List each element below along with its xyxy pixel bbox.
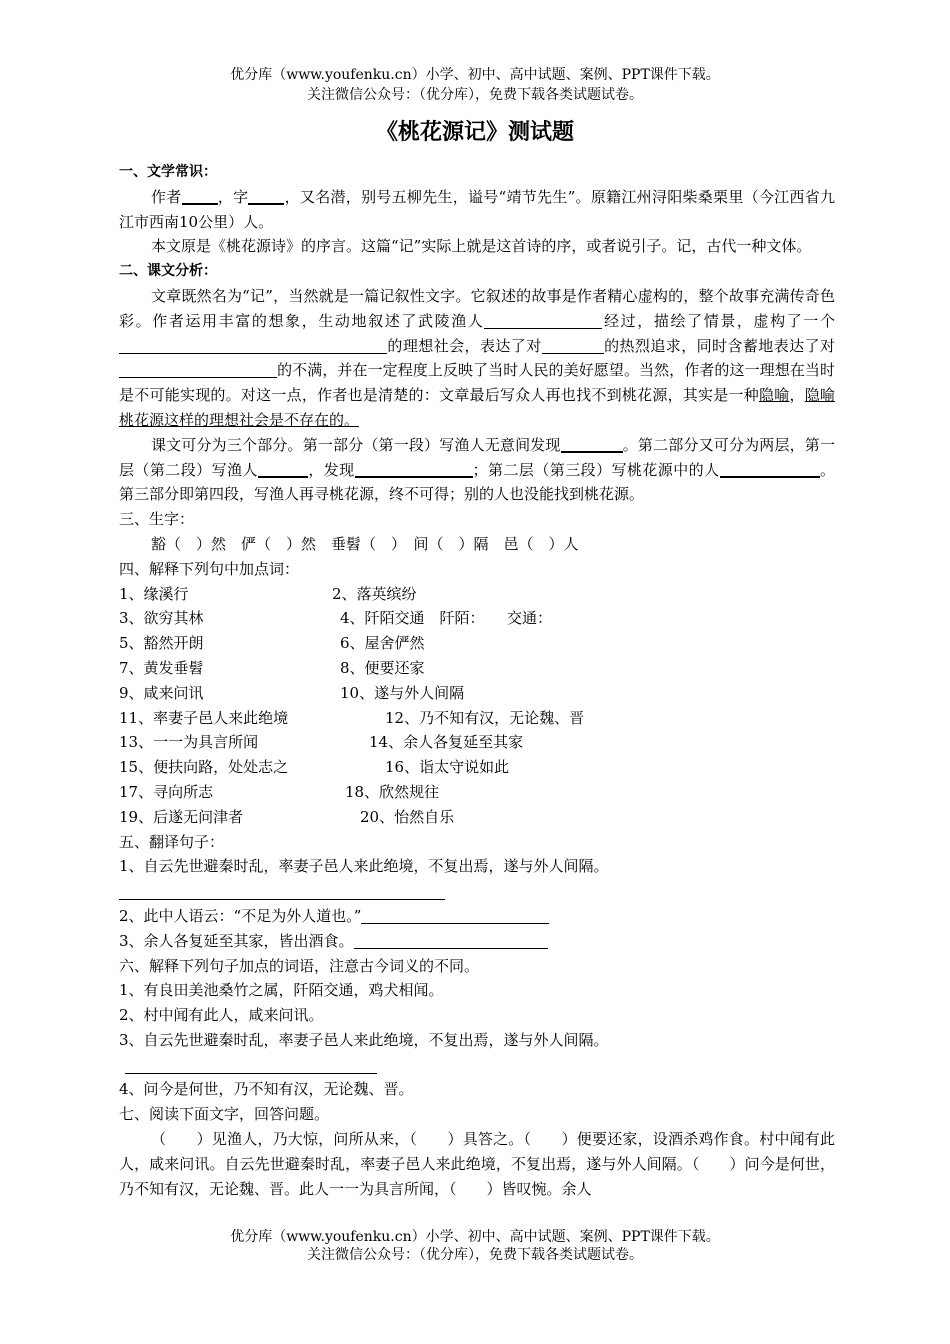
vocab-item: 16、诣太守说如此 — [385, 758, 510, 777]
vocab-row — [119, 706, 835, 731]
blank — [258, 460, 308, 478]
text: 2、此中人语云：“不足为外人道也。” — [119, 906, 362, 925]
text: ；第二层（第三段）写桃花源中的人 — [472, 460, 720, 479]
translate-q2 — [119, 904, 835, 929]
vocab-list — [119, 582, 835, 830]
blank — [119, 361, 277, 378]
reading-passage: （ ）见渔人，乃大惊，问所从来，（ ）具答之。（ ）便要还家，设酒杀鸡作食。村中闻有此人，咸来问讯。自云先世避秦时乱，率妻子邑人来此绝境，不复出焉，遂与外人间隔。（ ）问今是何世，乃不知有汉，无论魏、晋。此人一一为具言所闻，（ ）皆叹惋。余人 — [119, 1130, 835, 1198]
vocab-item: 14、余人各复延至其家 — [369, 733, 524, 752]
section-3-line: 豁（ ）然 俨（ ）然 垂髫（ ） 间（ ）隔 邑（ ）人 — [151, 534, 579, 553]
footer-line-2: 关注微信公众号：（优分库），免费下载各类试题试卷。 — [307, 1247, 643, 1263]
meaning-q2: 2、村中闻有此人，咸来问讯。 — [119, 1006, 324, 1025]
text: 3、余人各复延至其家，皆出酒食。 — [119, 931, 354, 950]
header-line-2: 关注微信公众号：（优分库），免费下载各类试题试卷。 — [307, 87, 643, 103]
section-1-paragraph-1 — [119, 185, 835, 235]
section-1-heading: 一、文学常识： — [119, 164, 217, 180]
text: 文章既然名为“记”，当然就是一篇记叙性文字。它叙述的故事是作者精心虚构的，整个故事充满传奇色彩。作者运用丰富的想象，生动地叙述了武陵渔人 — [119, 286, 835, 330]
section-3-heading: 三、生字： — [119, 510, 195, 529]
answer-line — [354, 932, 548, 949]
blank — [355, 460, 473, 478]
underlined-answer: 隐喻桃花源这样的理想社会是不存在的。 — [119, 386, 835, 429]
vocab-item: 2、落英缤纷 — [332, 584, 417, 603]
blank — [119, 337, 387, 354]
vocab-item: 17、寻向所志 — [119, 782, 214, 801]
vocab-item: 1、缘溪行 — [119, 584, 189, 603]
vocab-item: 8、便要还家 — [340, 658, 425, 677]
vocab-item: 11、率妻子邑人来此绝境 — [119, 708, 289, 727]
section-2-heading: 二、课文分析： — [119, 263, 217, 280]
vocab-row — [119, 606, 835, 631]
meaning-q4: 4、问今是何世，乃不知有汉，无论魏、晋。 — [119, 1080, 414, 1099]
text: 经过，描绘了情景，虚构了一个 — [602, 311, 835, 330]
blank — [484, 312, 602, 329]
vocab-row — [119, 582, 835, 607]
vocab-row — [119, 631, 835, 656]
vocab-row — [119, 681, 835, 706]
text: 作者 — [151, 187, 182, 206]
section-4-heading: 四、解释下列句中加点词： — [119, 559, 300, 578]
text: 课文可分为三个部分。第一部分（第一段）写渔人无意间发现 — [151, 435, 561, 454]
answer-line — [361, 907, 549, 924]
section-6-heading: 六、解释下列句子加点的词语，注意古今词义的不同。 — [119, 956, 480, 975]
text: ，发现 — [307, 460, 355, 479]
vocab-item: 20、怡然自乐 — [360, 807, 455, 826]
vocab-item: 19、后遂无问津者 — [119, 807, 244, 826]
answer-line-row — [119, 1053, 835, 1078]
text: 。第三部分即第四段，写渔人再寻桃花源，终不可得；别的人也没能找到桃花源。 — [119, 460, 835, 504]
text: ，又名潜，别号五柳先生，谥号“靖节先生”。原籍江州浔阳柴桑栗里（今江西省九江市西南10公里）人。 — [119, 187, 835, 231]
vocab-row — [119, 656, 835, 681]
vocab-item: 7、黄发垂髫 — [119, 658, 204, 677]
vocab-row — [119, 730, 835, 755]
page-title: 《桃花源记》测试题 — [375, 120, 574, 145]
vocab-item: 4、阡陌交通 阡陌： 交通： — [340, 609, 553, 628]
meaning-q3: 3、自云先世避秦时乱，率妻子邑人来此绝境，不复出焉，遂与外人间隔。 — [119, 1030, 609, 1049]
translate-q1: 1、自云先世避秦时乱，率妻子邑人来此绝境，不复出焉，遂与外人间隔。 — [119, 857, 609, 876]
vocab-item: 5、豁然开朗 — [119, 634, 204, 653]
section-7-heading: 七、阅读下面文字，回答问题。 — [119, 1105, 330, 1124]
underlined-answer: 隐喻 — [759, 386, 790, 405]
meaning-q1: 1、有良田美池桑竹之属，阡陌交通，鸡犬相闻。 — [119, 981, 444, 1000]
vocab-row — [119, 755, 835, 780]
header-line-1: 优分库（www.youfenku.cn）小学、初中、高中试题、案例、PPT课件下载。 — [230, 67, 720, 83]
translate-q3 — [119, 929, 835, 954]
section-5-heading: 五、翻译句子： — [119, 832, 225, 851]
blank — [561, 435, 623, 453]
section-1-paragraph-2: 本文原是《桃花源诗》的序言。这篇“记”实际上就是这首诗的序，或者说引子。记，古代一种文体。 — [151, 237, 812, 256]
text: 的热烈追求，同时含蓄地表达了对 — [603, 336, 835, 355]
document-body — [119, 160, 835, 1201]
section-2-paragraph-2 — [119, 433, 835, 507]
vocab-item: 13、一一为具言所闻 — [119, 733, 259, 752]
blank — [542, 337, 604, 354]
text: 的理想社会，表达了对 — [387, 336, 542, 355]
vocab-row — [119, 805, 835, 830]
vocab-item: 18、欣然规往 — [345, 782, 440, 801]
vocab-item: 6、屋舍俨然 — [340, 634, 425, 653]
vocab-item: 10、遂与外人间隔 — [340, 683, 465, 702]
blank — [248, 187, 284, 205]
vocab-row — [119, 780, 835, 805]
text: ，字 — [217, 187, 249, 206]
blank — [182, 187, 218, 205]
text: ， — [789, 386, 805, 405]
vocab-item: 9、咸来问讯 — [119, 683, 204, 702]
blank — [720, 460, 820, 478]
vocab-item: 3、欲穷其林 — [119, 609, 204, 628]
text: 。第二部分又可分为两层，第一层（第二段）写渔人 — [119, 435, 835, 479]
text: 的不满，并在一定程度上反映了当时人民的美好愿望。当然，作者的这一理想在当时是不可能实现的。对这一点，作者也是清楚的：文章最后写众人再也找不到桃花源，其实是一种 — [119, 361, 835, 405]
answer-line — [125, 1053, 377, 1074]
footer-line-1: 优分库（www.youfenku.cn）小学、初中、高中试题、案例、PPT课件下载。 — [230, 1229, 720, 1245]
vocab-item: 15、便扶向路，处处志之 — [119, 758, 289, 777]
section-2-paragraph-1 — [119, 284, 835, 433]
answer-line — [119, 879, 445, 900]
vocab-item: 12、乃不知有汉，无论魏、晋 — [385, 708, 585, 727]
answer-line-row — [119, 879, 835, 904]
